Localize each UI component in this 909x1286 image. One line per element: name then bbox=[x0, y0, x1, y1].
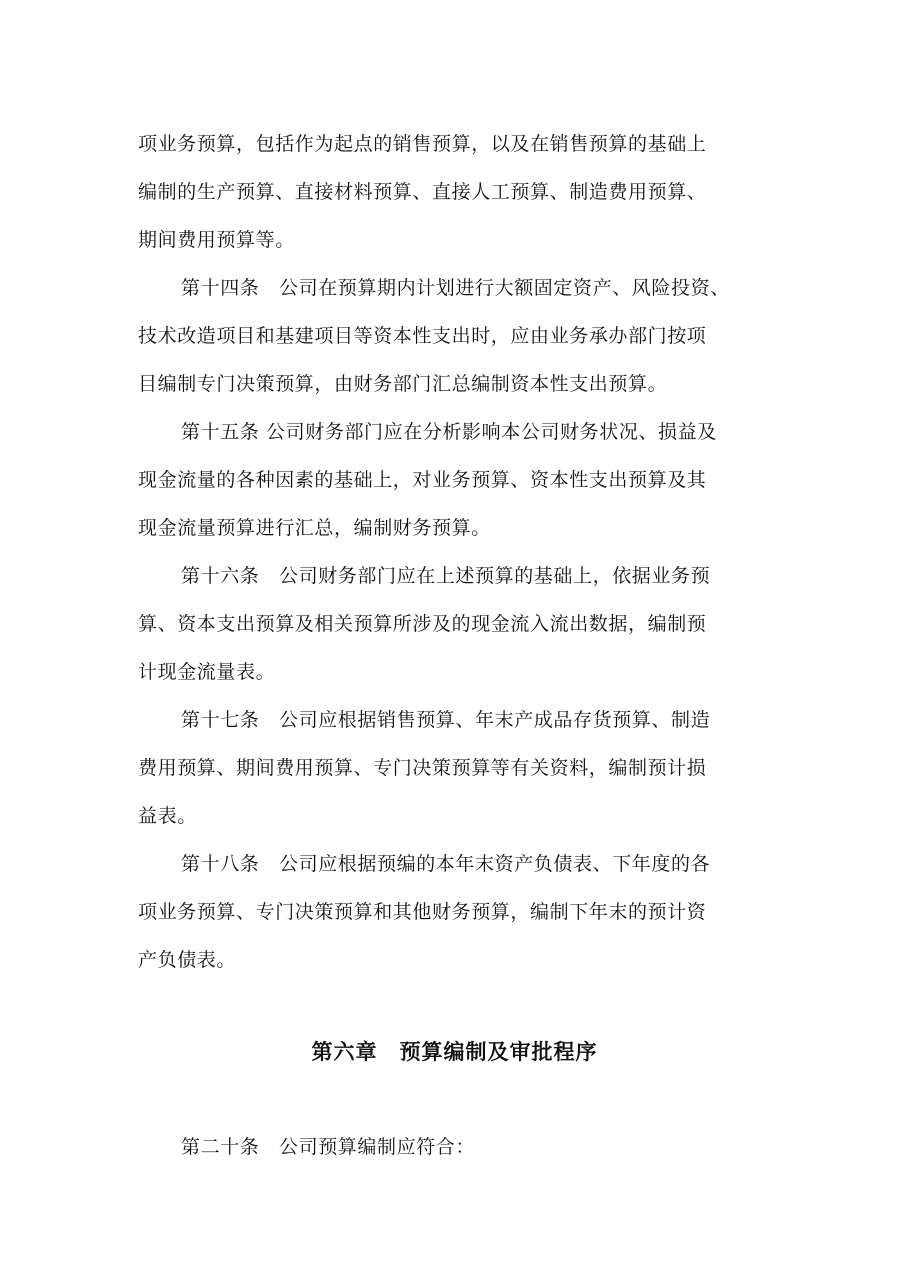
article-18-line: 产负债表。 bbox=[138, 949, 237, 971]
article-14-line: 目编制专门决策预算，由财务部门汇总编制资本性支出预算。 bbox=[138, 373, 668, 395]
article-18-line: 项业务预算、专门决策预算和其他财务预算，编制下年末的预计资 bbox=[138, 901, 707, 923]
article-18-line: 第十八条 公司应根据预编的本年末资产负债表、下年度的各 bbox=[181, 853, 711, 875]
article-16-line: 第十六条 公司财务部门应在上述预算的基础上，依据业务预 bbox=[181, 565, 711, 587]
article-14-line: 技术改造项目和基建项目等资本性支出时，应由业务承办部门按项 bbox=[138, 325, 707, 347]
article-16-line: 算、资本支出预算及相关预算所涉及的现金流入流出数据，编制预 bbox=[138, 613, 707, 635]
article-20-line: 第二十条 公司预算编制应符合： bbox=[181, 1136, 476, 1158]
article-17-line: 费用预算、期间费用预算、专门决策预算等有关资料，编制预计损 bbox=[138, 757, 707, 779]
article-17-line: 益表。 bbox=[138, 805, 197, 827]
paragraph-line: 项业务预算，包括作为起点的销售预算，以及在销售预算的基础上 bbox=[138, 133, 707, 155]
article-15-line: 现金流量的各种因素的基础上，对业务预算、资本性支出预算及其 bbox=[138, 469, 707, 491]
chapter-heading: 第六章 预算编制及审批程序 bbox=[311, 1040, 598, 1064]
article-16-line: 计现金流量表。 bbox=[138, 661, 276, 683]
paragraph-line: 编制的生产预算、直接材料预算、直接人工预算、制造费用预算、 bbox=[138, 181, 707, 203]
article-15-line: 第十五条 公司财务部门应在分析影响本公司财务状况、损益及 bbox=[181, 421, 717, 443]
article-17-line: 第十七条 公司应根据销售预算、年末产成品存货预算、制造 bbox=[181, 709, 711, 731]
article-14-line: 第十四条 公司在预算期内计划进行大额固定资产、风险投资、 bbox=[181, 277, 730, 299]
paragraph-line: 期间费用预算等。 bbox=[138, 229, 295, 251]
article-15-line: 现金流量预算进行汇总，编制财务预算。 bbox=[138, 517, 491, 539]
